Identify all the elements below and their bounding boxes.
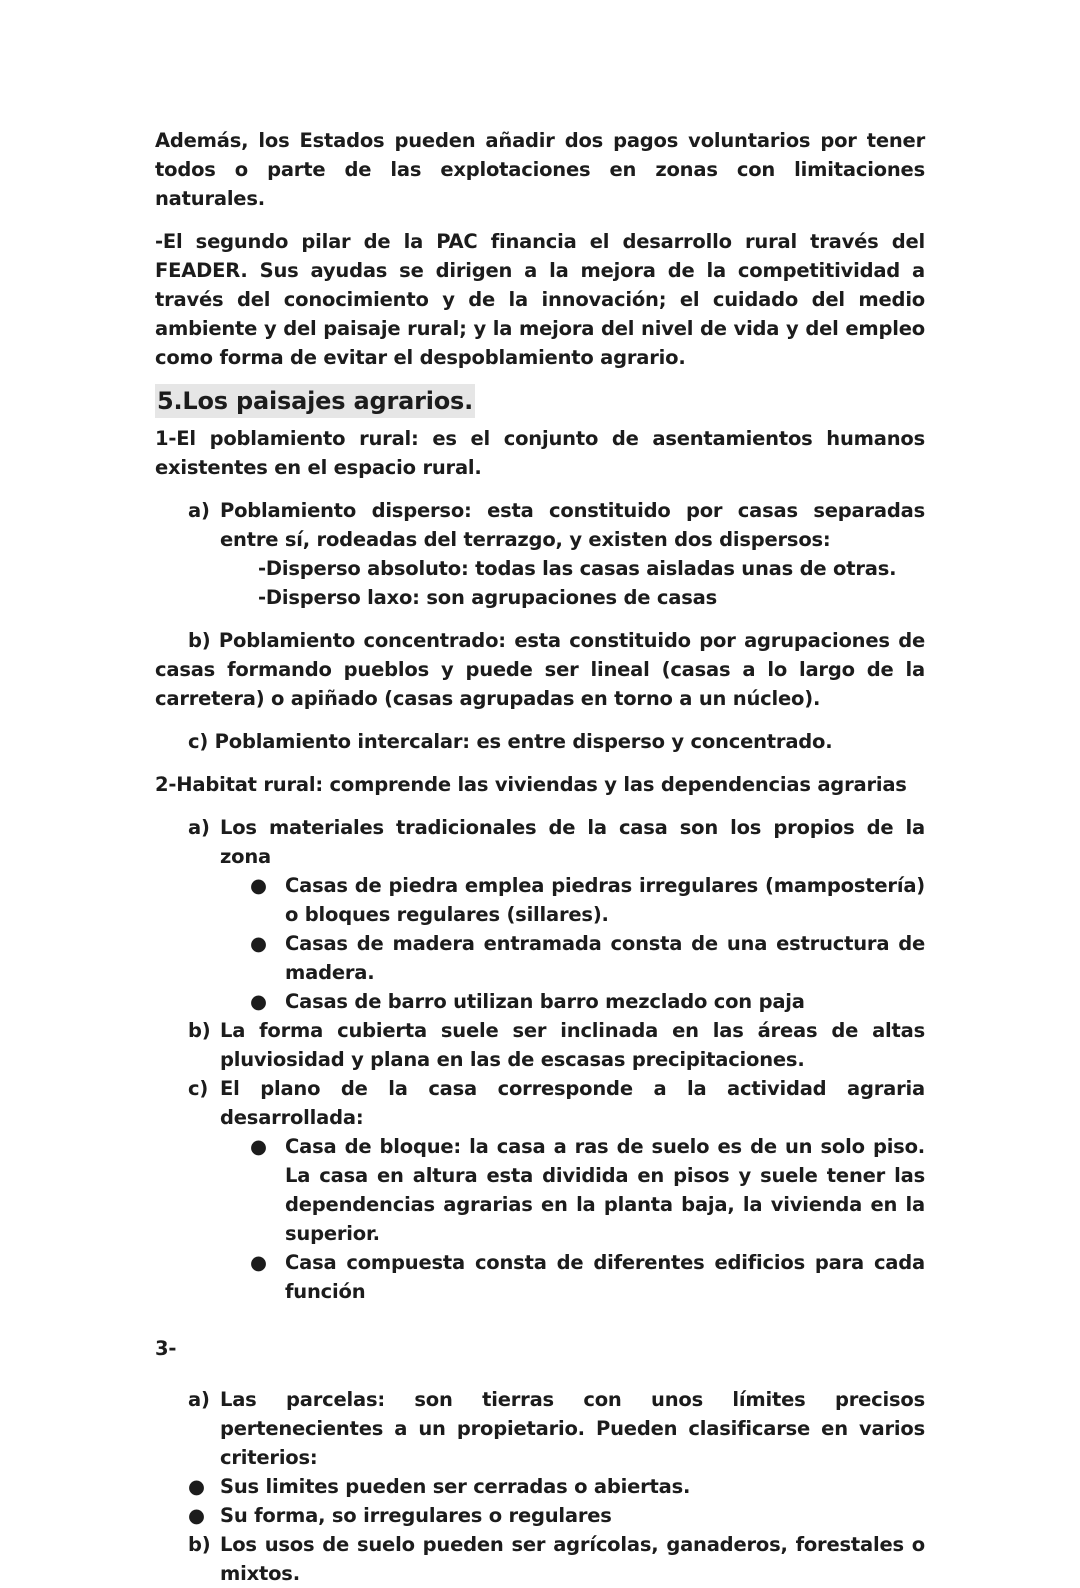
bullet-text: Casa compuesta consta de diferentes edificios para cada función: [285, 1251, 925, 1303]
bullet-item: [155, 929, 925, 987]
bullet-icon: ●: [188, 1504, 205, 1527]
paragraph-additional-payments: Además, los Estados pueden añadir dos pagos voluntarios por tener todos o parte de las explotaciones en zonas con limitaciones naturales.: [155, 129, 925, 210]
sub-item-lax: -Disperso laxo: son agrupaciones de casas: [258, 586, 717, 609]
section-heading-wrapper: [155, 372, 925, 424]
list-item-roof: [155, 1016, 925, 1074]
rural-habitat-intro: 2-Habitat rural: comprende las viviendas y las dependencias agrarias: [155, 773, 907, 796]
list-item-intercalar: c) Poblamiento intercalar: es entre disperso y concentrado.: [188, 730, 833, 753]
bullet-icon: ●: [250, 990, 267, 1013]
bullet-text: Su forma, so irregulares o regulares: [220, 1504, 612, 1527]
list-item-text: El plano de la casa corresponde a la actividad agraria desarrollada:: [220, 1077, 925, 1129]
bullet-item: [155, 1132, 925, 1248]
list-item-parcels: [155, 1385, 925, 1472]
list-item-text: Poblamiento disperso: esta constituido por casas separadas entre sí, rodeadas del terrazgo, y existen dos dispersos:: [220, 499, 925, 551]
section-three-intro: 3-: [155, 1337, 177, 1360]
bullet-text: Casas de piedra emplea piedras irregulares (mampostería) o bloques regulares (sillares).: [285, 874, 925, 926]
list-marker: b): [188, 1019, 211, 1042]
document-page: [155, 126, 925, 1588]
list-item-concentrated: b) Poblamiento concentrado: esta constituido por agrupaciones de casas formando pueblos y puede ser lineal (casas a lo largo de la carretera) o apiñado (casas agrupadas en torno a un núcleo).: [155, 629, 925, 710]
bullet-item: [155, 871, 925, 929]
bullet-text: Sus limites pueden ser cerradas o abiertas.: [220, 1475, 691, 1498]
sub-item-absolute: -Disperso absoluto: todas las casas aisladas unas de otras.: [258, 557, 897, 580]
list-item-land-use: [155, 1530, 925, 1588]
bullet-item: [155, 1472, 925, 1501]
list-marker: a): [188, 499, 210, 522]
bullet-icon: ●: [250, 1251, 267, 1274]
bullet-item: [155, 987, 925, 1016]
bullet-icon: ●: [250, 1135, 267, 1158]
bullet-text: Casas de madera entramada consta de una estructura de madera.: [285, 932, 925, 984]
list-marker: b): [188, 1533, 211, 1556]
list-item-materials: [155, 813, 925, 871]
list-marker: c): [188, 1077, 209, 1100]
list-item-text: Los usos de suelo pueden ser agrícolas, ganaderos, forestales o mixtos.: [220, 1533, 925, 1585]
list-item-text: La forma cubierta suele ser inclinada en las áreas de altas pluviosidad y plana en las de escasas precipitaciones.: [220, 1019, 925, 1071]
bullet-icon: ●: [188, 1475, 205, 1498]
rural-settlement-intro: 1-El poblamiento rural: es el conjunto de asentamientos humanos existentes en el espacio rural.: [155, 427, 925, 479]
bullet-item: [155, 1501, 925, 1530]
section-title: 5.Los paisajes agrarios.: [155, 384, 475, 418]
paragraph-second-pillar: -El segundo pilar de la PAC financia el desarrollo rural través del FEADER. Sus ayudas se dirigen a la mejora de la competitividad a través del conocimiento y de la innovación; el cuidado del medio ambiente y del paisaje rural; y la mejora del nivel de vida y del empleo como forma de evitar el despoblamiento agrario.: [155, 230, 925, 369]
bullet-text: Casas de barro utilizan barro mezclado con paja: [285, 990, 805, 1013]
list-item-text: Las parcelas: son tierras con unos límites precisos pertenecientes a un propietario. Pueden clasificarse en varios criterios:: [220, 1388, 925, 1469]
bullet-icon: ●: [250, 932, 267, 955]
list-item-text: Los materiales tradicionales de la casa son los propios de la zona: [220, 816, 925, 868]
bullet-icon: ●: [250, 874, 267, 897]
list-item-plan: [155, 1074, 925, 1132]
list-marker: a): [188, 816, 210, 839]
bullet-item: [155, 1248, 925, 1306]
list-marker: a): [188, 1388, 210, 1411]
list-item-dispersed: [155, 496, 925, 554]
bullet-text: Casa de bloque: la casa a ras de suelo es de un solo piso. La casa en altura esta dividida en pisos y suele tener las dependencias agrarias en la planta baja, la vivienda en la superior.: [285, 1135, 925, 1245]
